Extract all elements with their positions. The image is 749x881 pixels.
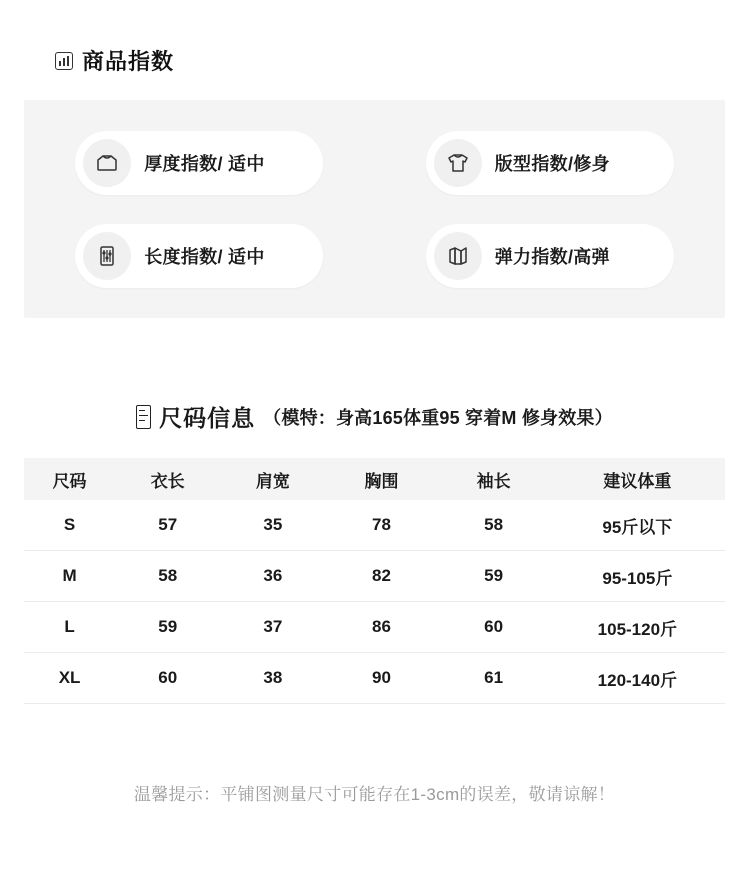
index-item-thickness-label: 厚度指数/ 适中 xyxy=(144,153,265,174)
bar-chart-icon xyxy=(55,52,73,70)
size-table xyxy=(24,458,725,704)
size-cell: 59 xyxy=(115,602,220,653)
size-cell: 59 xyxy=(438,551,550,602)
size-cell: 38 xyxy=(220,653,325,704)
size-cell: 90 xyxy=(325,653,437,704)
size-cell: 60 xyxy=(115,653,220,704)
size-cell: 95斤以下 xyxy=(550,500,725,551)
size-info-heading-label: 尺码信息 xyxy=(159,405,256,431)
product-index-panel xyxy=(24,100,725,318)
measurement-note: 温馨提示：平铺图测量尺寸可能存在1-3cm的误差，敬请谅解！ xyxy=(133,785,616,804)
size-info-heading xyxy=(0,400,749,433)
index-item-elasticity-label: 弹力指数/高弹 xyxy=(494,246,610,267)
ruler-icon xyxy=(136,405,151,429)
table-row xyxy=(24,500,725,551)
size-cell: 61 xyxy=(438,653,550,704)
size-cell: XL xyxy=(24,653,115,704)
index-item-fit[interactable] xyxy=(426,131,674,195)
size-cell: S xyxy=(24,500,115,551)
product-index-heading-label: 商品指数 xyxy=(82,49,175,74)
size-cell: 82 xyxy=(325,551,437,602)
size-info-subtitle: （模特：身高165体重95 穿着M 修身效果） xyxy=(263,407,613,428)
size-table-header-cell: 肩宽 xyxy=(220,458,325,500)
product-index-grid xyxy=(24,100,725,318)
index-item-fit-label: 版型指数/修身 xyxy=(494,153,610,174)
size-cell: 58 xyxy=(115,551,220,602)
accordion-fold-icon xyxy=(434,232,482,280)
size-table-header-cell: 袖长 xyxy=(438,458,550,500)
size-cell: 57 xyxy=(115,500,220,551)
size-cell: L xyxy=(24,602,115,653)
size-cell: 120-140斤 xyxy=(550,653,725,704)
size-table-header-cell: 建议体重 xyxy=(550,458,725,500)
size-cell: 35 xyxy=(220,500,325,551)
size-cell: 78 xyxy=(325,500,437,551)
size-cell: 86 xyxy=(325,602,437,653)
index-item-elasticity[interactable] xyxy=(426,224,674,288)
size-cell: 58 xyxy=(438,500,550,551)
index-item-length-label: 长度指数/ 适中 xyxy=(144,246,265,267)
size-cell: 95-105斤 xyxy=(550,551,725,602)
tshirt-icon xyxy=(434,139,482,187)
size-cell: 105-120斤 xyxy=(550,602,725,653)
size-table-header-cell: 尺码 xyxy=(24,458,115,500)
size-table-header-cell: 胸围 xyxy=(325,458,437,500)
size-table-header-row xyxy=(24,458,725,500)
jacket-icon xyxy=(83,139,131,187)
size-cell: M xyxy=(24,551,115,602)
table-row xyxy=(24,551,725,602)
size-cell: 37 xyxy=(220,602,325,653)
size-cell: 36 xyxy=(220,551,325,602)
size-cell: 60 xyxy=(438,602,550,653)
size-table-header-cell: 衣长 xyxy=(115,458,220,500)
product-index-heading xyxy=(0,45,174,76)
ruler-slider-icon xyxy=(83,232,131,280)
table-row xyxy=(24,602,725,653)
index-item-thickness[interactable] xyxy=(75,131,323,195)
index-item-length[interactable] xyxy=(75,224,323,288)
table-row xyxy=(24,653,725,704)
